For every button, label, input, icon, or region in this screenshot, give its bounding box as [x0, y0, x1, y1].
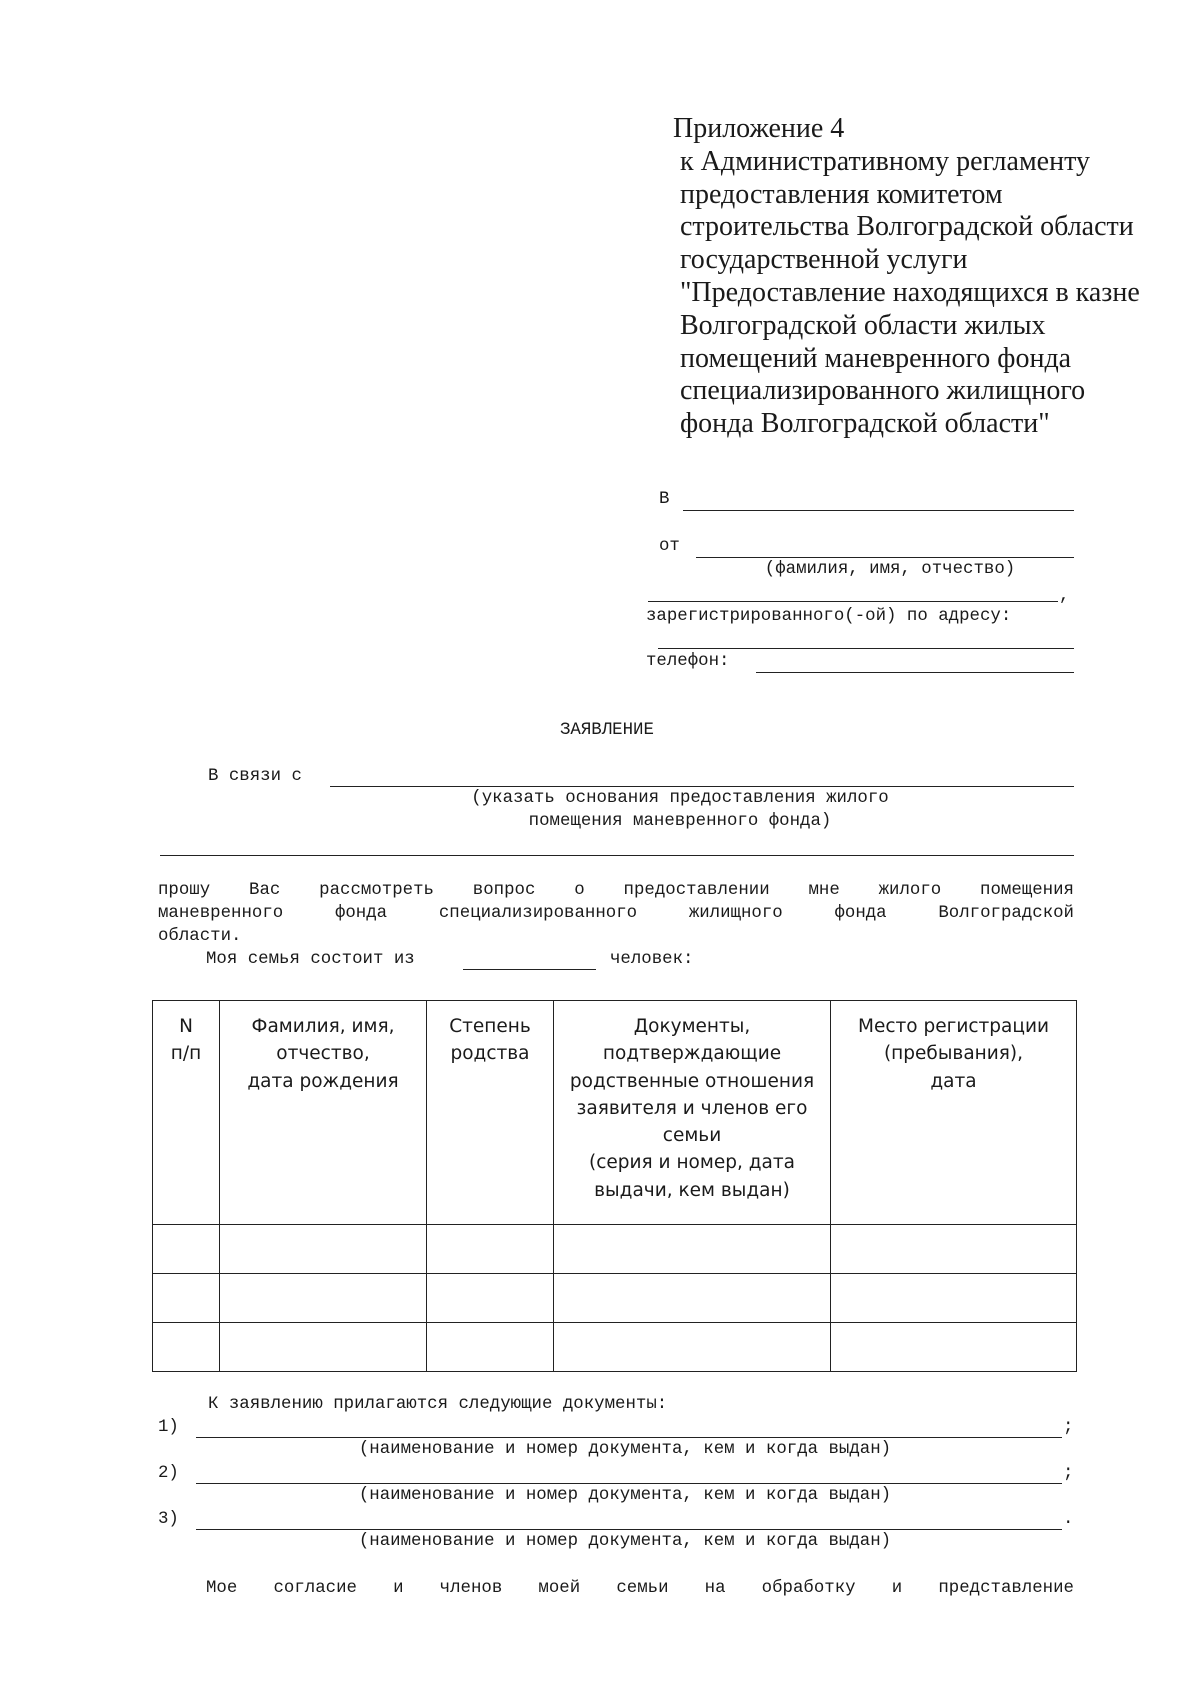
comma-mark: , [1059, 587, 1070, 606]
appendix-header [673, 113, 1193, 441]
from-label: от [659, 537, 680, 556]
appendix-header-line: фонда Волгоградской области" [680, 408, 1050, 440]
table-cell[interactable] [427, 1274, 554, 1323]
registered-address-label: зарегистрированного(-ой) по адресу: [646, 607, 1012, 626]
table-row [153, 1274, 1077, 1323]
appendix-header-line: государственной услуги [680, 244, 968, 276]
appendix-header-line: помещений маневренного фонда [680, 342, 1072, 374]
attachment-number: 3) [158, 1510, 179, 1529]
attachment-hint: (наименование и номер документа, кем и когда выдан) [358, 1486, 892, 1505]
attachment-end-mark: ; [1063, 1418, 1074, 1437]
table-cell[interactable] [554, 1274, 831, 1323]
table-cell[interactable] [831, 1323, 1077, 1372]
column-header-documents [554, 1001, 831, 1225]
table-cell[interactable] [153, 1274, 220, 1323]
appendix-header-line: специализированного жилищного [680, 375, 1086, 407]
name-continuation-line[interactable] [648, 601, 1058, 602]
appendix-header-line: Приложение 4 [673, 113, 845, 144]
attachment-end-mark: ; [1063, 1464, 1074, 1483]
family-size-unit: человек: [610, 950, 694, 969]
table-cell[interactable] [220, 1225, 427, 1274]
attachment-field-line[interactable] [196, 1529, 1062, 1530]
header-text: (серия и номер, дата [589, 1152, 795, 1174]
reason-field-line[interactable] [330, 786, 1074, 787]
table-cell[interactable] [153, 1323, 220, 1372]
phone-label: телефон: [646, 652, 730, 671]
header-text: Степень [449, 1016, 531, 1037]
appendix-header-line: предоставления комитетом [680, 178, 1003, 210]
reason-hint-line-2: помещения маневренного фонда) [528, 812, 832, 831]
header-text: выдачи, кем выдан) [594, 1179, 790, 1201]
column-header-number [153, 1001, 220, 1225]
header-text: отчество, [276, 1043, 370, 1065]
header-text: Документы, [633, 1016, 751, 1037]
attachments-intro: К заявлению прилагаются следующие документы: [208, 1395, 668, 1414]
column-header-full-name [220, 1001, 427, 1225]
address-field-line[interactable] [658, 648, 1074, 649]
header-text: Фамилия, имя, [251, 1016, 395, 1037]
header-text: подтверждающие [602, 1043, 782, 1065]
header-text: п/п [170, 1043, 202, 1065]
reason-continuation-line[interactable] [160, 855, 1074, 856]
request-line-2: маневренного фонда специализированного жилищного фонда Волгоградской [158, 904, 1074, 923]
header-text: N [179, 1016, 193, 1037]
table-row [153, 1323, 1077, 1372]
family-size-field-line[interactable] [463, 969, 596, 970]
table-row [153, 1225, 1077, 1274]
header-text: дата [930, 1070, 977, 1092]
header-text: родства [450, 1043, 530, 1065]
from-field-line[interactable] [696, 557, 1074, 558]
appendix-header-line: "Предоставление находящихся в казне [680, 276, 1140, 308]
to-field-line[interactable] [683, 510, 1074, 511]
header-text: родственные отношения [569, 1070, 815, 1092]
table-cell[interactable] [153, 1225, 220, 1274]
column-header-relationship [427, 1001, 554, 1225]
attachment-hint: (наименование и номер документа, кем и когда выдан) [358, 1532, 892, 1551]
phone-field-line[interactable] [756, 672, 1074, 673]
table-cell[interactable] [554, 1323, 831, 1372]
attachment-end-mark: . [1063, 1510, 1074, 1529]
attachment-hint: (наименование и номер документа, кем и когда выдан) [358, 1440, 892, 1459]
attachment-field-line[interactable] [196, 1437, 1062, 1438]
request-line-3: области. [158, 927, 242, 946]
attachment-number: 1) [158, 1418, 179, 1437]
table-cell[interactable] [427, 1225, 554, 1274]
table-cell[interactable] [427, 1323, 554, 1372]
appendix-header-line: к Административному регламенту [680, 145, 1090, 177]
reason-hint-line-1: (указать основания предоставления жилого [471, 789, 889, 808]
statement-title: ЗАЯВЛЕНИЕ [560, 721, 654, 740]
table-cell[interactable] [831, 1225, 1077, 1274]
header-text: Место регистрации [857, 1016, 1050, 1037]
appendix-header-line: Волгоградской области жилых [680, 309, 1046, 341]
header-text: заявителя и членов его [576, 1097, 808, 1119]
reason-label: В связи с [208, 767, 302, 786]
header-text: (пребывания), [883, 1043, 1024, 1065]
header-text: семьи [662, 1125, 722, 1147]
header-text: дата рождения [247, 1070, 399, 1092]
consent-line-1: Мое согласие и членов моей семьи на обработку и представление [206, 1579, 1074, 1598]
table-cell[interactable] [831, 1274, 1077, 1323]
family-size-label: Моя семья состоит из [206, 950, 415, 969]
table-cell[interactable] [220, 1323, 427, 1372]
name-hint: (фамилия, имя, отчество) [764, 560, 1016, 579]
attachment-number: 2) [158, 1464, 179, 1483]
attachment-field-line[interactable] [196, 1483, 1062, 1484]
family-table [152, 1000, 1077, 1372]
request-line-1: прошу Вас рассмотреть вопрос о предоставлении мне жилого помещения [158, 881, 1074, 900]
table-cell[interactable] [554, 1225, 831, 1274]
appendix-header-line: строительства Волгоградской области [680, 211, 1134, 243]
table-cell[interactable] [220, 1274, 427, 1323]
to-label: В [659, 490, 670, 509]
table-header-row [153, 1001, 1077, 1225]
column-header-registration [831, 1001, 1077, 1225]
